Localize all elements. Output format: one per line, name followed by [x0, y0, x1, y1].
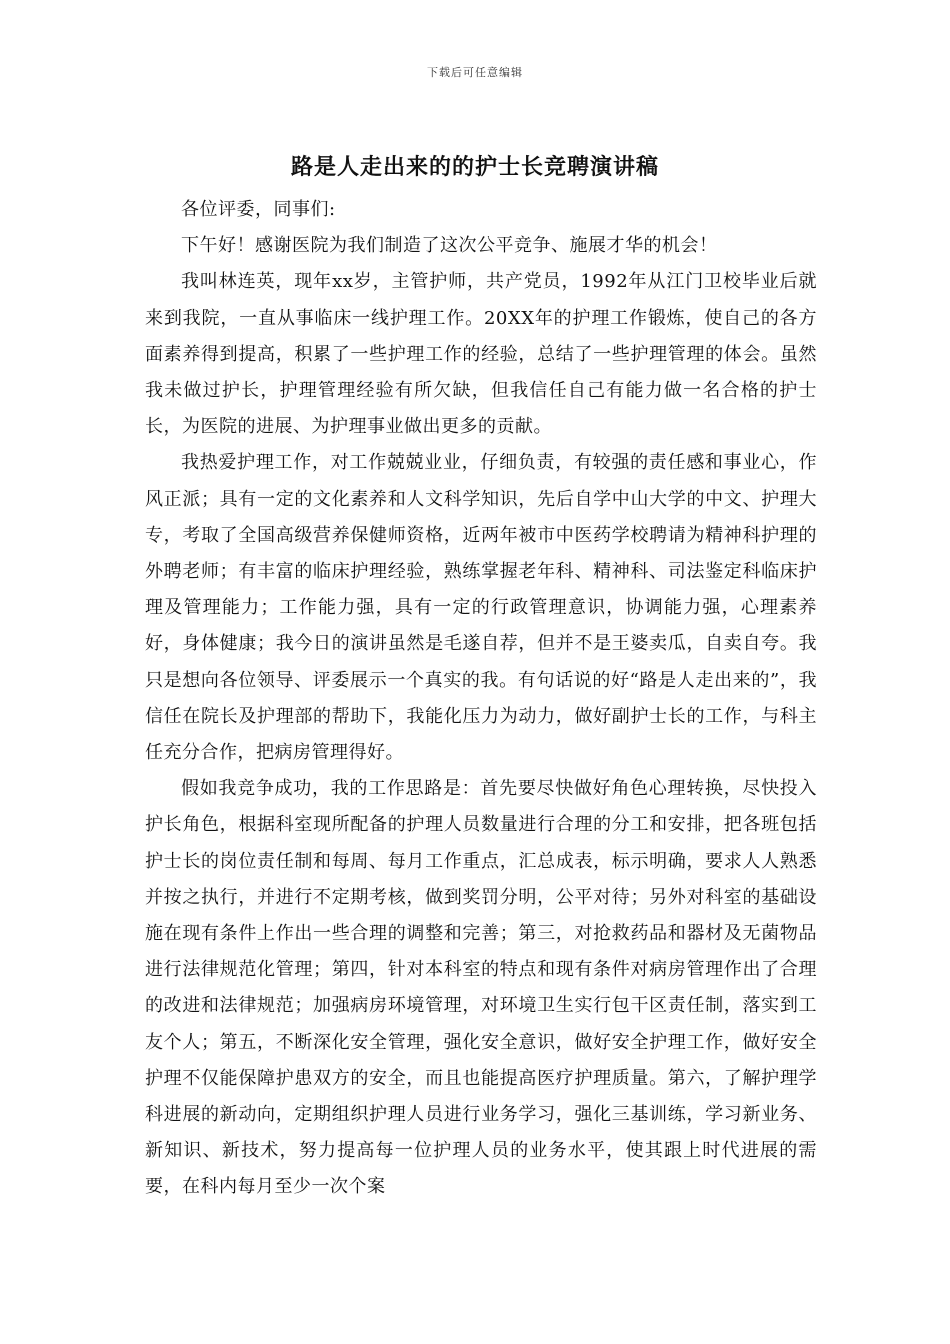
paragraph-thanks: 下午好！感谢医院为我们制造了这次公平竞争、施展才华的机会！	[181, 235, 718, 257]
paragraph-qualifications: 我热爱护理工作，对工作兢兢业业，仔细负责，有较强的责任感和事业心，作风正派；具有一定的文化素养和人文科学知识，先后自学中山大学的中文、护理大专，考取了全国高级营养保健师资格，近两年被市中医药学校聘请为精神科护理的外聘老师；有丰富的临床护理经验，熟练掌握老年科、精神科、司法鉴定科临床护理及管理能力；工作能力强，具有一定的行政管理意识，协调能力强，心理素养好，身体健康；我今日的演讲虽然是毛遂自荐，但并不是王婆卖瓜，自卖自夸。我只是想向各位领导、评委展示一个真实的我。有句话说的好“路是人走出来的”，我信任在院长及护理部的帮助下，我能化压力为动力，做好副护士长的工作，与科主任充分合作，把病房管理得好。	[145, 452, 817, 764]
document-title: 路是人走出来的的护士长竞聘演讲稿	[290, 154, 659, 180]
paragraph-work-plan: 假如我竞争成功，我的工作思路是：首先要尽快做好角色心理转换，尽快投入护长角色，根据科室现所配备的护理人员数量进行合理的分工和安排，把各班包括护士长的岗位责任制和每周、每月工作重点，汇总成表，标示明确，要求人人熟悉并按之执行，并进行不定期考核，做到奖罚分明，公平对待；另外对科室的基础设施在现有条件上作出一些合理的调整和完善；第三，对抢救药品和器材及无菌物品进行法律规范化管理；第四，针对本科室的特点和现有条件对病房管理作出了合理的改进和法律规范；加强病房环境管理，对环境卫生实行包干区责任制，落实到工友个人；第五，不断深化安全管理，强化安全意识，做好安全护理工作，做好安全护理不仅能保障护患双方的安全，而且也能提高医疗护理质量。第六，了解护理学科进展的新动向，定期组织护理人员进行业务学习，强化三基训练，学习新业务、新知识、新技术，努力提高每一位护理人员的业务水平，使其跟上时代进展的需要，在科内每月至少一次个案	[145, 778, 817, 1198]
paragraph-introduction: 我叫林连英，现年xx岁，主管护师，共产党员，1992年从江门卫校毕业后就来到我院，一直从事临床一线护理工作。20XX年的护理工作锻炼，使自己的各方面素养得到提高，积累了一些护理工作的经验，总结了一些护理管理的体会。虽然我未做过护长，护理管理经验有所欠缺，但我信任自己有能力做一名合格的护士长，为医院的进展、为护理事业做出更多的贡献。	[145, 271, 817, 438]
document-body	[145, 192, 817, 1206]
header-note: 下载后可任意编辑	[427, 66, 523, 79]
paragraph-greeting: 各位评委，同事们:	[181, 199, 336, 220]
